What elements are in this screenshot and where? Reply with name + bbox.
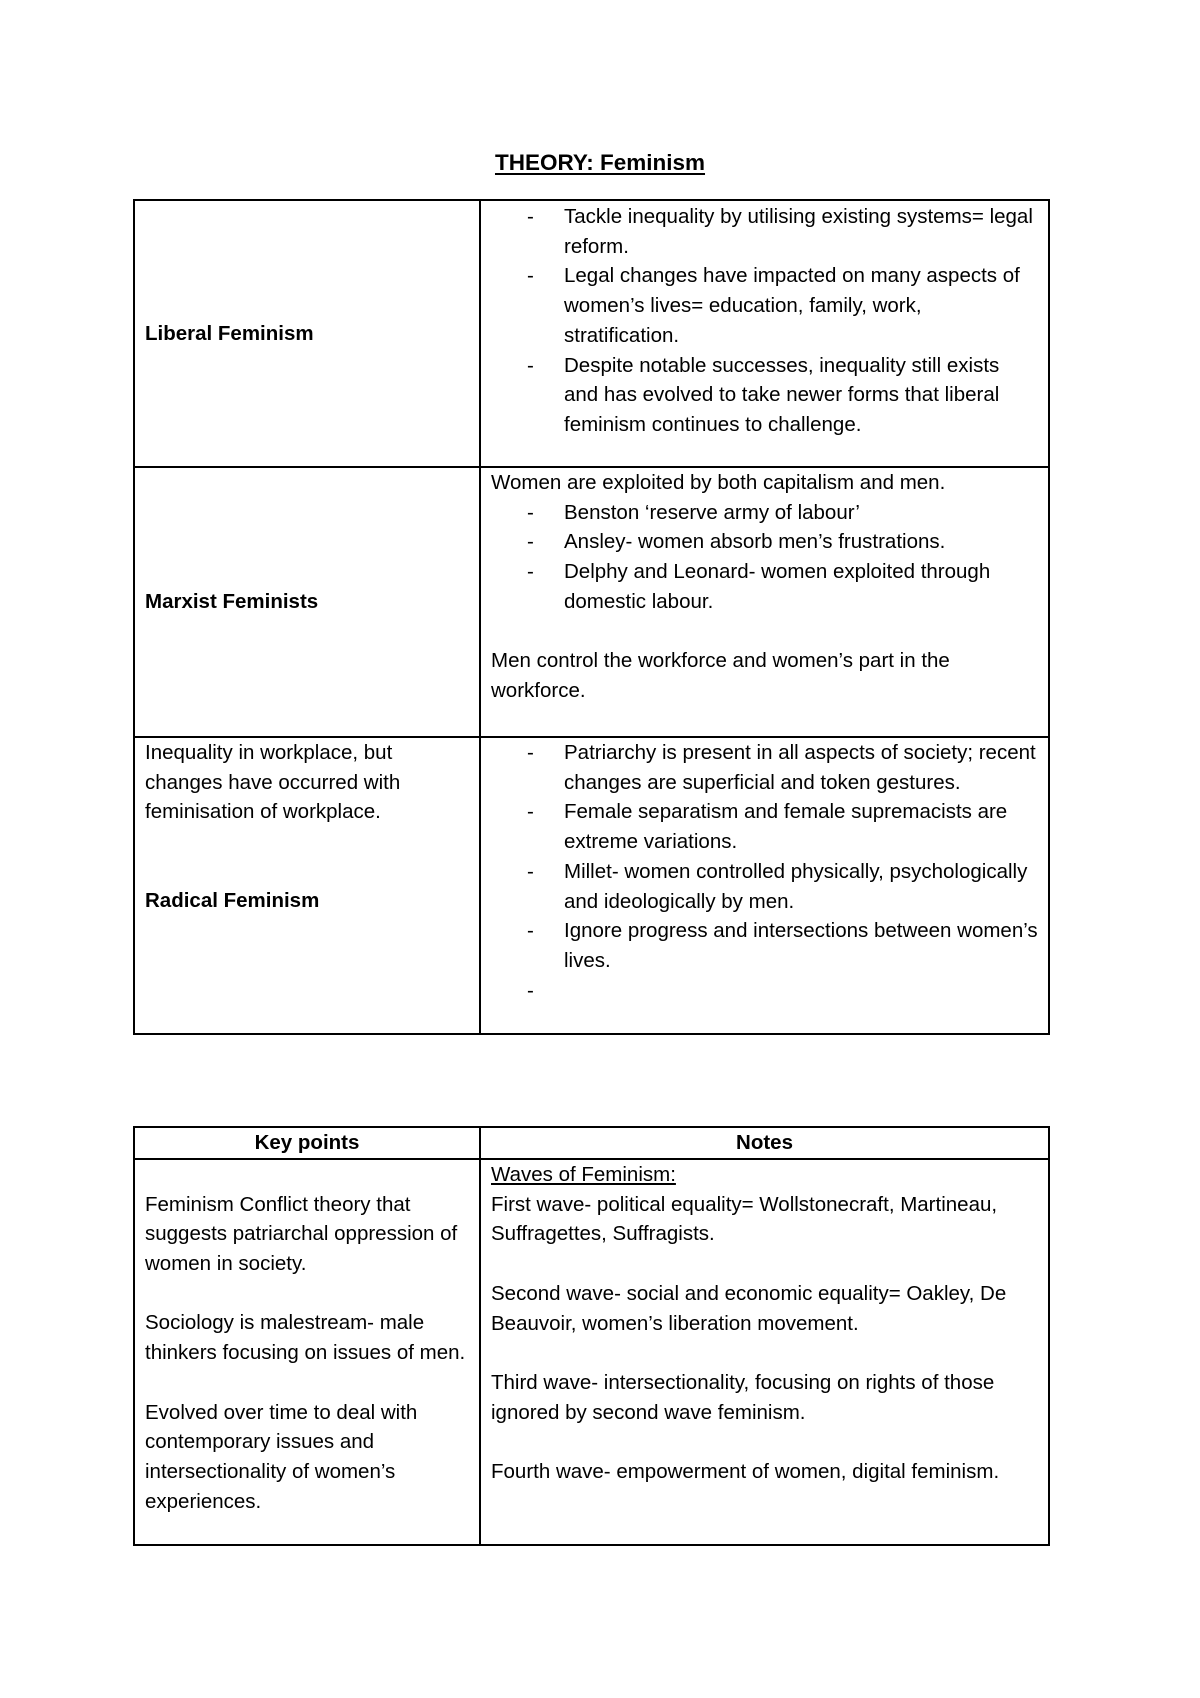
theory-name-cell xyxy=(134,200,480,467)
list-item: - Tackle inequality by utilising existing systems= legal reform. xyxy=(491,202,1038,261)
list-item: - Delphy and Leonard- women exploited through domestic labour. xyxy=(491,557,1038,616)
list-item: - Ignore progress and intersections between women’s lives. xyxy=(491,916,1038,975)
theory-name-marxist: Marxist Feminists xyxy=(145,590,319,614)
theories-table xyxy=(133,199,1050,1035)
table-row-radical xyxy=(134,737,1049,1034)
theory-name-cell xyxy=(134,737,480,1034)
list-item: - Benston ‘reserve army of labour’ xyxy=(491,498,1038,528)
theory-name-cell xyxy=(134,467,480,737)
key-point: Evolved over time to deal with contemporary issues and intersectionality of women’s experiences. xyxy=(145,1400,418,1513)
marxist-outro: Men control the workforce and women’s part in the workforce. xyxy=(491,649,950,702)
theory-points-cell xyxy=(480,200,1049,467)
radical-note: Inequality in workplace, but changes have occurred with feminisation of workplace. xyxy=(145,741,401,824)
list-item: - Patriarchy is present in all aspects of society; recent changes are superficial and token gestures. xyxy=(491,738,1038,797)
wave-note: First wave- political equality= Wollstonecraft, Martineau, Suffragettes, Suffragists. xyxy=(491,1192,998,1246)
wave-note: Second wave- social and economic equality= Oakley, De Beauvoir, women’s liberation movement. xyxy=(491,1281,1007,1335)
list-item: - Female separatism and female supremacists are extreme variations. xyxy=(491,797,1038,856)
key-point: Sociology is malestream- male thinkers focusing on issues of men. xyxy=(145,1311,466,1365)
key-points-cell xyxy=(134,1159,480,1545)
list-item: - Millet- women controlled physically, psychologically and ideologically by men. xyxy=(491,857,1038,916)
theory-points-cell xyxy=(480,737,1049,1034)
table-row-marxist xyxy=(134,467,1049,737)
summary-table xyxy=(133,1126,1050,1546)
list-item: - Ansley- women absorb men’s frustrations. xyxy=(491,527,1038,557)
summary-header-row xyxy=(134,1127,1049,1159)
summary-body-row xyxy=(134,1159,1049,1545)
key-points-header: Key points xyxy=(134,1127,480,1159)
key-point: Feminism Conflict theory that suggests patriarchal oppression of women in society. xyxy=(145,1192,458,1276)
wave-note: Third wave- intersectionality, focusing on rights of those ignored by second wave feminism. xyxy=(491,1370,995,1424)
theory-points-cell xyxy=(480,467,1049,737)
radical-points-list xyxy=(491,738,1038,976)
page-title: THEORY: Feminism xyxy=(494,150,706,175)
table-row-liberal xyxy=(134,200,1049,467)
marxist-points-list xyxy=(491,498,1038,617)
list-item: - Legal changes have impacted on many aspects of women’s lives= education, family, work, stratification. xyxy=(491,261,1038,350)
theory-name-radical: Radical Feminism xyxy=(145,889,320,913)
notes-cell xyxy=(480,1159,1049,1545)
waves-heading: Waves of Feminism: xyxy=(491,1163,676,1186)
liberal-points-list xyxy=(491,202,1038,440)
list-item: - Despite notable successes, inequality still exists and has evolved to take newer forms that liberal feminism continues to challenge. xyxy=(491,351,1038,440)
marxist-intro: Women are exploited by both capitalism and men. xyxy=(491,471,946,494)
notes-header: Notes xyxy=(480,1127,1049,1159)
wave-note: Fourth wave- empowerment of women, digital feminism. xyxy=(491,1459,1000,1483)
theory-name-liberal: Liberal Feminism xyxy=(145,321,314,345)
